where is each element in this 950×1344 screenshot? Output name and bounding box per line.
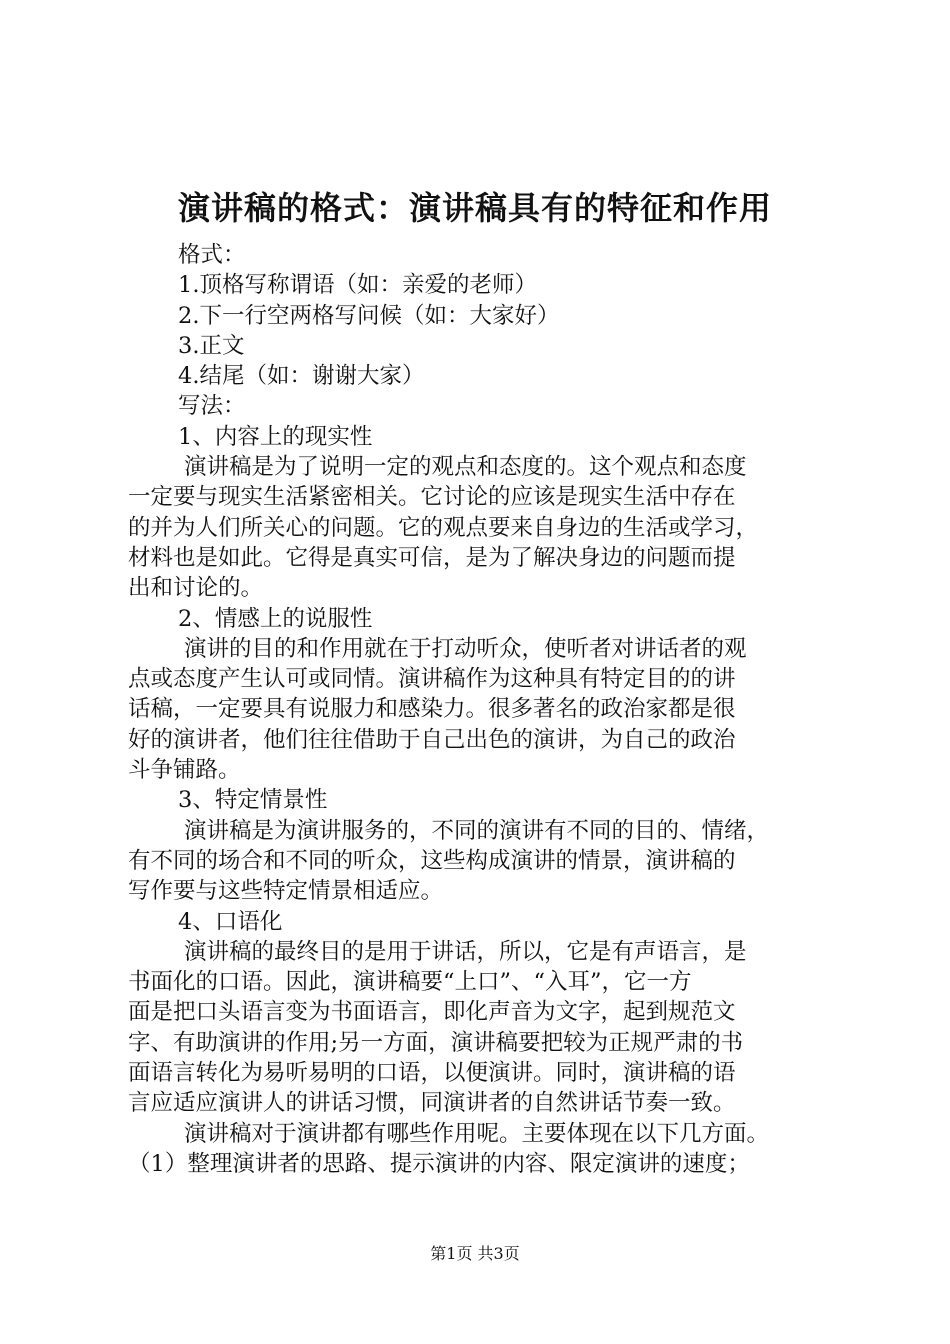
paragraph-line: 话稿，一定要具有说服力和感染力。很多著名的政治家都是很	[128, 696, 736, 723]
paragraph-line: 有不同的场合和不同的听众，这些构成演讲的情景，演讲稿的	[128, 847, 736, 874]
paragraph-line: 一定要与现实生活紧密相关。它讨论的应该是现实生活中存在	[128, 484, 736, 511]
paragraph-line: （1）整理演讲者的思路、提示演讲的内容、限定演讲的速度；	[128, 1150, 750, 1177]
paragraph-line: 演讲稿是为了说明一定的观点和态度的。这个观点和态度	[184, 454, 747, 481]
list-item: 4、口语化	[178, 908, 283, 935]
list-item: 2、情感上的说服性	[178, 605, 373, 632]
paragraph-line: 演讲稿是为演讲服务的，不同的演讲有不同的目的、情绪，	[184, 817, 770, 844]
list-item: 3、特定情景性	[178, 787, 328, 814]
paragraph-line: 演讲稿的最终目的是用于讲话，所以，它是有声语言，是	[184, 938, 747, 965]
paragraph-line: 面是把口头语言变为书面语言，即化声音为文字，起到规范文	[128, 999, 736, 1026]
list-item: 1、内容上的现实性	[178, 423, 373, 450]
paragraph-line: 斗争铺路。	[128, 757, 241, 784]
paragraph-line: 材料也是如此。它得是真实可信，是为了解决身边的问题而提	[128, 544, 736, 571]
paragraph-line: 面语言转化为易听易明的口语，以便演讲。同时，演讲稿的语	[128, 1060, 736, 1087]
list-item: 2.下一行空两格写问候（如：大家好）	[178, 302, 560, 329]
document-body	[128, 240, 834, 1179]
list-item: 格式：	[178, 242, 246, 268]
page-footer: 第1页 共3页	[430, 1244, 520, 1263]
paragraph-line: 点或态度产生认可或同情。演讲稿作为这种具有特定目的的讲	[128, 666, 736, 693]
paragraph-line: 言应适应演讲人的讲话习惯，同演讲者的自然讲话节奏一致。	[128, 1090, 736, 1117]
list-item: 1.顶格写称谓语（如：亲爱的老师）	[178, 272, 537, 299]
paragraph-line: 的并为人们所关心的问题。它的观点要来自身边的生活或学习，	[128, 514, 759, 541]
paragraph-line: 演讲的目的和作用就在于打动听众，使听者对讲话者的观	[184, 635, 747, 662]
document-title: 演讲稿的格式：演讲稿具有的特征和作用	[177, 189, 772, 227]
paragraph-line: 好的演讲者，他们往往借助于自己出色的演讲，为自己的政治	[128, 726, 736, 753]
paragraph-line: 写作要与这些特定情景相适应。	[128, 878, 444, 905]
paragraph-line: 演讲稿对于演讲都有哪些作用呢。主要体现在以下几方面。	[184, 1120, 770, 1147]
list-item: 3.正文	[178, 332, 245, 359]
list-item: 4.结尾（如：谢谢大家）	[178, 363, 425, 390]
paragraph-line: 书面化的口语。因此，演讲稿要“上口”、“入耳”，它一方	[128, 969, 692, 996]
paragraph-line: 字、有助演讲的作用;另一方面，演讲稿要把较为正规严肃的书	[128, 1029, 744, 1056]
paragraph-line: 出和讨论的。	[128, 575, 264, 602]
list-item: 写法：	[178, 393, 246, 420]
